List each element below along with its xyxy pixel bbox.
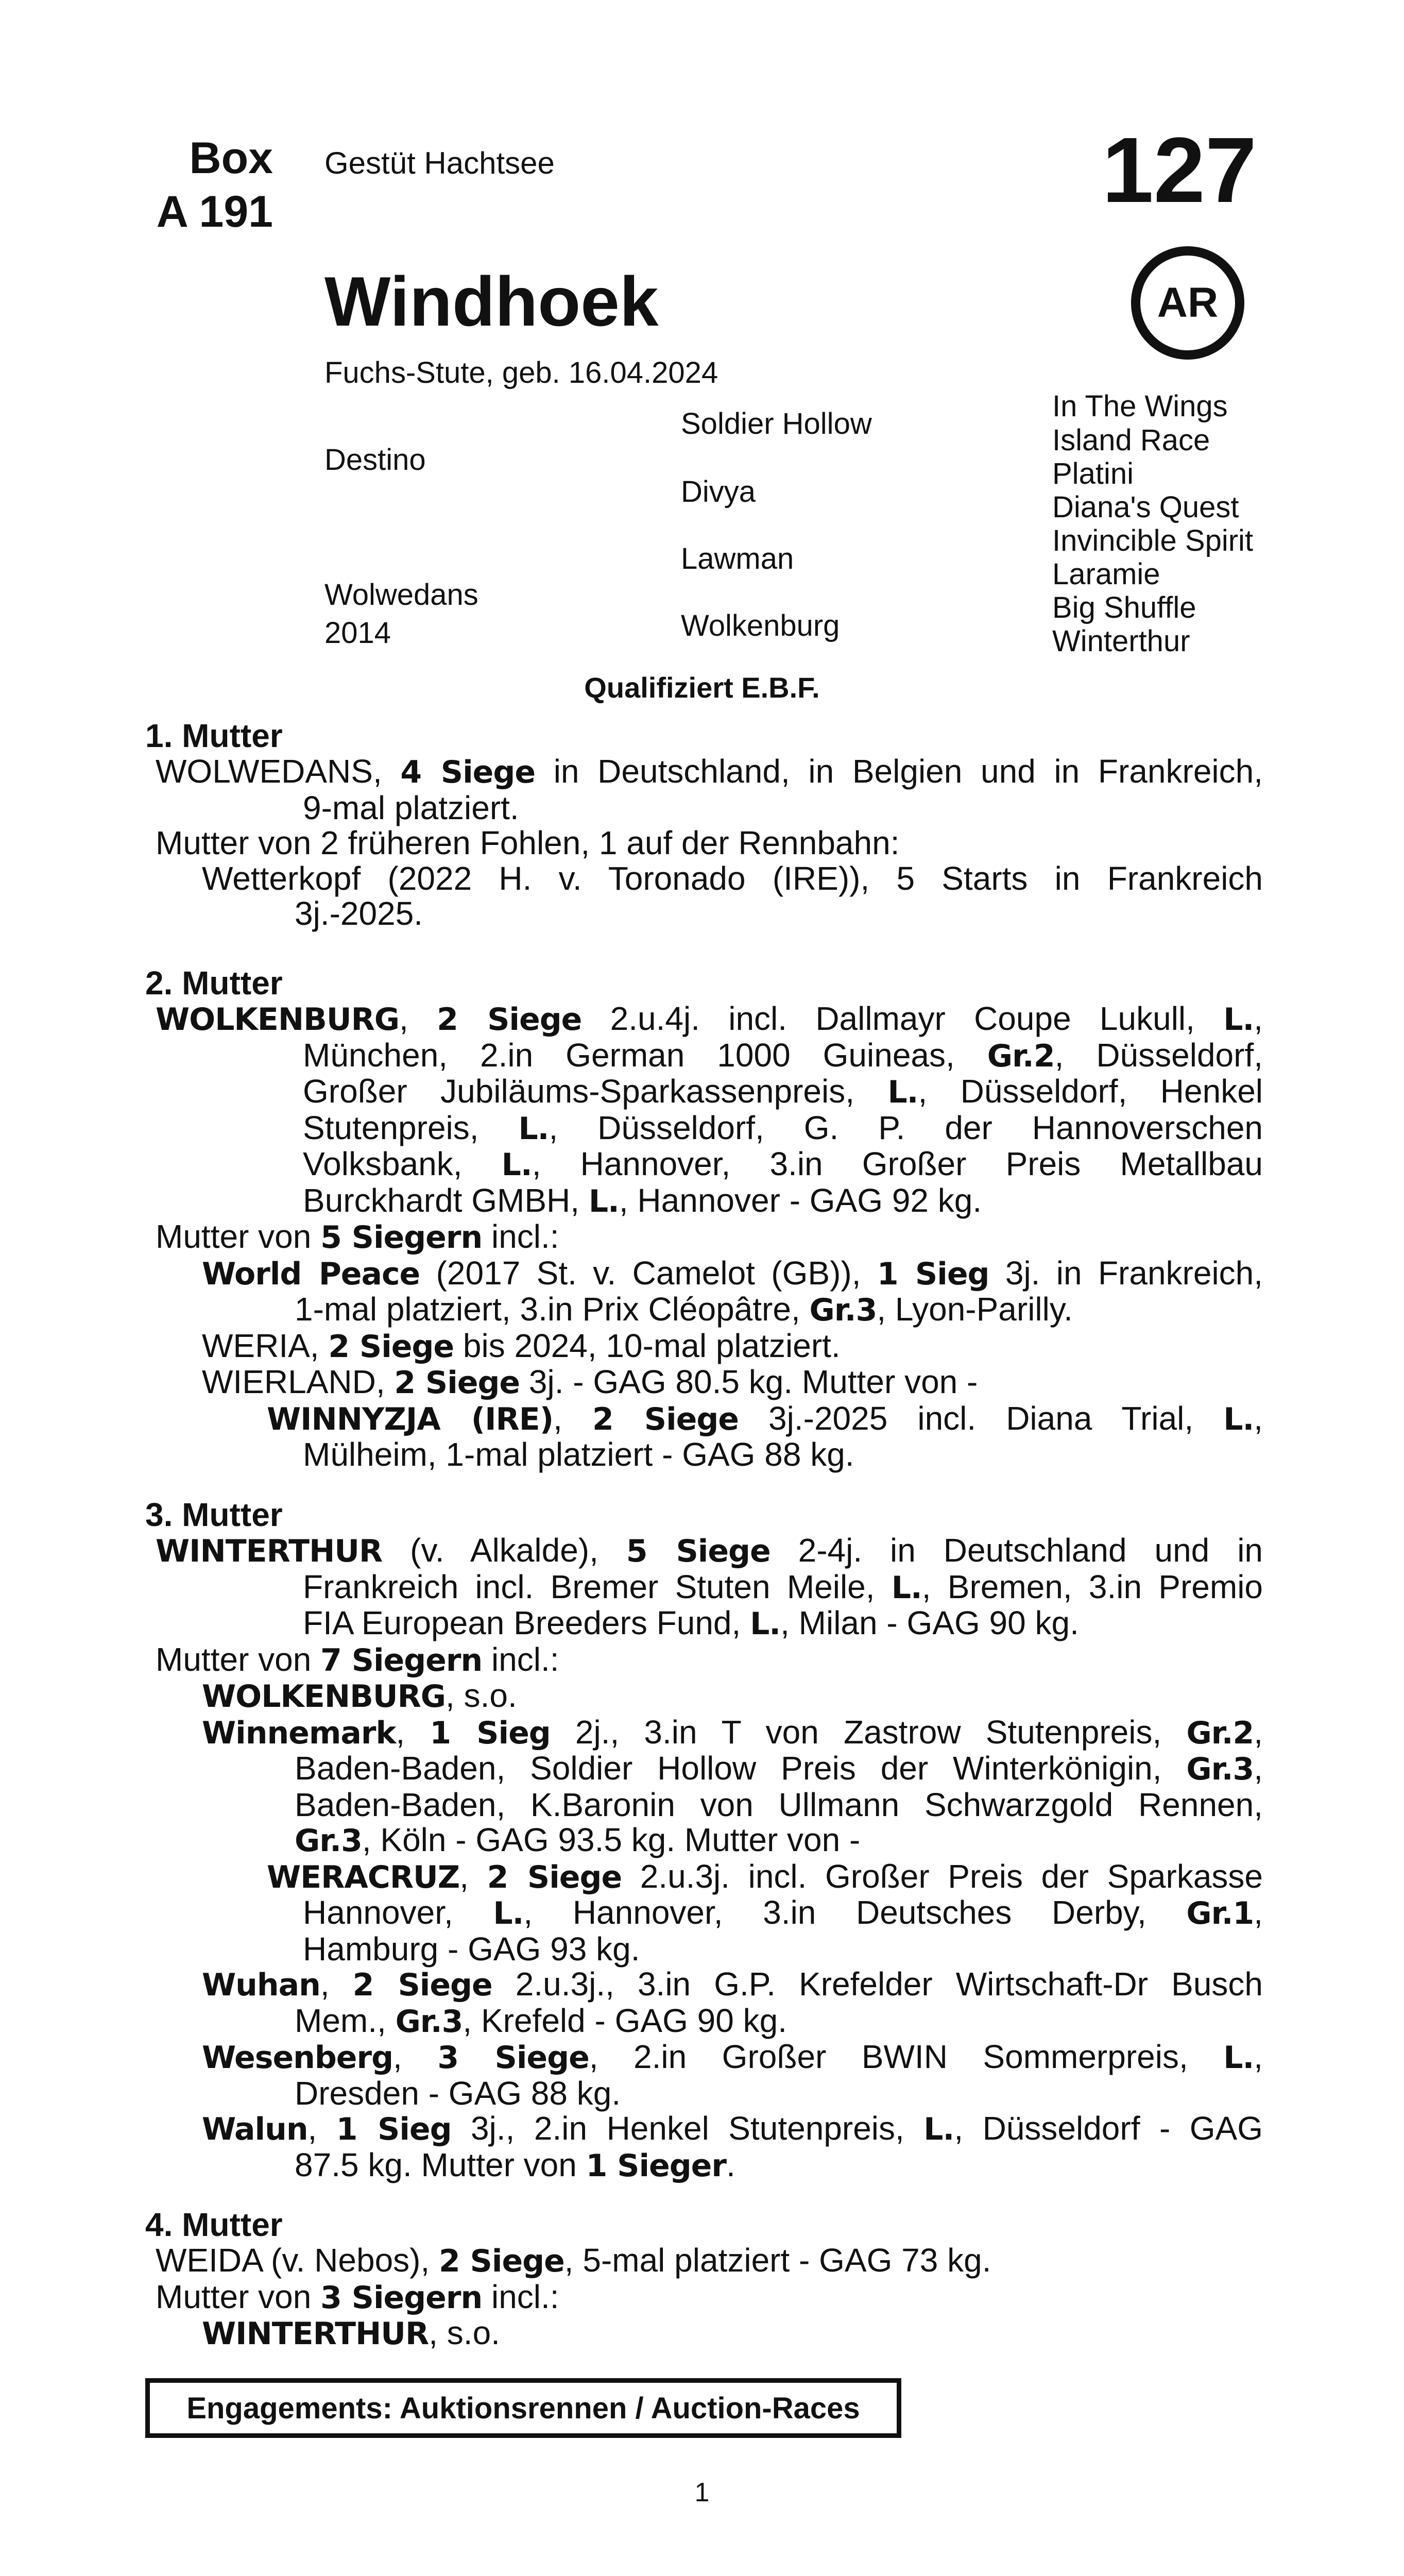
pedigree-great-grandparent: Winterthur	[1052, 624, 1190, 658]
text-line: Stutenpreis, L., Düsseldorf, G. P. der Hannoverschen	[303, 1109, 1263, 1147]
text-line: WOLKENBURG, 2 Siege 2.u.4j. incl. Dallmayr Coupe Lukull, L.,	[156, 1000, 1263, 1038]
text-line: Großer Jubiläums-Sparkassenpreis, L., Düsseldorf, Henkel	[303, 1073, 1263, 1110]
text-line: Wetterkopf (2022 H. v. Toronado (IRE)), 5 Starts in Frankreich	[202, 859, 1263, 897]
page-number: 1	[694, 2478, 710, 2507]
text-line: Mutter von 5 Siegern incl.:	[156, 1218, 559, 1256]
horse-description: Fuchs-Stute, geb. 16.04.2024	[324, 356, 718, 389]
text-line: WIERLAND, 2 Siege 3j. - GAG 80.5 kg. Mutter von -	[202, 1363, 978, 1401]
lot-number: 127	[1102, 118, 1257, 222]
section-title: 4. Mutter	[145, 2206, 283, 2243]
pedigree-dam: Wolwedans	[324, 578, 478, 612]
pedigree-great-grandparent: Big Shuffle	[1052, 591, 1196, 624]
text-line: WOLWEDANS, 4 Siege in Deutschland, in Belgien und in Frankreich,	[156, 753, 1263, 790]
breeder: Gestüt Hachtsee	[324, 146, 555, 180]
pedigree-sire: Destino	[324, 443, 426, 477]
pedigree-great-grandparent: Diana's Quest	[1052, 490, 1239, 524]
pedigree-great-grandparent: Invincible Spirit	[1052, 524, 1254, 557]
text-line: Walun, 1 Sieg 3j., 2.in Henkel Stutenpreis, L., Düsseldorf - GAG	[202, 2110, 1263, 2147]
text-line: Gr.3, Köln - GAG 93.5 kg. Mutter von -	[295, 1821, 861, 1859]
text-line: WEIDA (v. Nebos), 2 Siege, 5-mal platziert - GAG 73 kg.	[156, 2242, 991, 2279]
text-line: Wesenberg, 3 Siege, 2.in Großer BWIN Sommerpreis, L.,	[202, 2038, 1263, 2076]
text-line: Mem., Gr.3, Krefeld - GAG 90 kg.	[295, 2002, 787, 2040]
text-line: FIA European Breeders Fund, L., Milan - GAG 90 kg.	[303, 1604, 1079, 1642]
text-line: 3j.-2025.	[295, 895, 423, 932]
text-line: 87.5 kg. Mutter von 1 Sieger.	[295, 2146, 735, 2184]
box-number	[139, 131, 273, 239]
second-dam-section	[145, 965, 1263, 1472]
first-dam-section	[145, 718, 1263, 931]
pedigree-dam-year: 2014	[324, 616, 391, 650]
text-line: WINNYZJA (IRE), 2 Siege 3j.-2025 incl. Diana Trial, L.,	[267, 1399, 1263, 1437]
text-line: Burckhardt GMBH, L., Hannover - GAG 92 kg.	[303, 1181, 982, 1219]
pedigree-great-grandparent: Laramie	[1052, 557, 1160, 591]
pedigree-grandparent: Divya	[681, 475, 756, 509]
engagements-box	[145, 2378, 901, 2438]
pedigree-great-grandparent: Platini	[1052, 457, 1134, 490]
text-line: Mutter von 7 Siegern incl.:	[156, 1640, 559, 1679]
text-line: Winnemark, 1 Sieg 2j., 3.in T von Zastrow Stutenpreis, Gr.2,	[202, 1713, 1263, 1751]
ar-badge	[1131, 246, 1244, 360]
text-line: Volksbank, L., Hannover, 3.in Großer Preis Metallbau	[303, 1145, 1263, 1183]
text-line: Baden-Baden, Soldier Hollow Preis der Winterkönigin, Gr.3,	[295, 1750, 1263, 1787]
fourth-dam-section	[145, 2207, 1263, 2352]
text-line: Frankreich incl. Bremer Stuten Meile, L., Bremen, 3.in Premio	[303, 1568, 1263, 1606]
text-line: WERIA, 2 Siege bis 2024, 10-mal platziert.	[202, 1327, 841, 1365]
text-line: WINTERTHUR (v. Alkalde), 5 Siege 2-4j. in Deutschland und in	[156, 1532, 1263, 1569]
text-line: Hannover, L., Hannover, 3.in Deutsches Derby, Gr.1,	[303, 1894, 1263, 1931]
text-line: World Peace (2017 St. v. Camelot (GB)), 1 Sieg 3j. in Frankreich,	[202, 1254, 1263, 1292]
pedigree-grandparent: Wolkenburg	[681, 609, 840, 642]
pedigree-great-grandparent: Island Race	[1052, 423, 1210, 457]
text-line: WERACRUZ, 2 Siege 2.u.3j. incl. Großer Preis der Sparkasse	[267, 1857, 1263, 1895]
text-line: Hamburg - GAG 93 kg.	[303, 1930, 640, 1968]
box-code: A 191	[156, 187, 273, 236]
pedigree-grandparent: Soldier Hollow	[681, 407, 872, 440]
text-line: WINTERTHUR, s.o.	[202, 2314, 500, 2352]
section-title: 3. Mutter	[145, 1496, 283, 1533]
box-label: Box	[189, 133, 273, 183]
text-line: München, 2.in German 1000 Guineas, Gr.2, Düsseldorf,	[303, 1036, 1263, 1074]
horse-name: Windhoek	[324, 262, 659, 341]
text-line: Wuhan, 2 Siege 2.u.3j., 3.in G.P. Krefelder Wirtschaft-Dr Busch	[202, 1965, 1263, 2003]
text-line: 1-mal platziert, 3.in Prix Cléopâtre, Gr.3, Lyon-Parilly.	[295, 1291, 1073, 1328]
text-line: Mutter von 2 früheren Fohlen, 1 auf der Rennbahn:	[156, 824, 900, 861]
text-line: 9-mal platziert.	[303, 789, 519, 826]
third-dam-section	[145, 1497, 1263, 2183]
section-title: 1. Mutter	[145, 717, 283, 754]
text-line: WOLKENBURG, s.o.	[202, 1677, 517, 1715]
text-line: Baden-Baden, K.Baronin von Ullmann Schwarzgold Rennen,	[295, 1786, 1263, 1823]
text-line: Dresden - GAG 88 kg.	[295, 2074, 621, 2112]
pedigree-great-grandparent: In The Wings	[1052, 389, 1228, 423]
text-line: Mutter von 3 Siegern incl.:	[156, 2278, 559, 2316]
qualification-note: Qualifiziert E.B.F.	[584, 671, 820, 704]
text-line: Mülheim, 1-mal platziert - GAG 88 kg.	[303, 1436, 854, 1473]
section-title: 2. Mutter	[145, 964, 283, 1002]
engagements-text: Engagements: Auktionsrennen / Auction-Races	[186, 2391, 860, 2425]
pedigree-grandparent: Lawman	[681, 542, 794, 575]
ar-badge-label: AR	[1157, 279, 1219, 326]
